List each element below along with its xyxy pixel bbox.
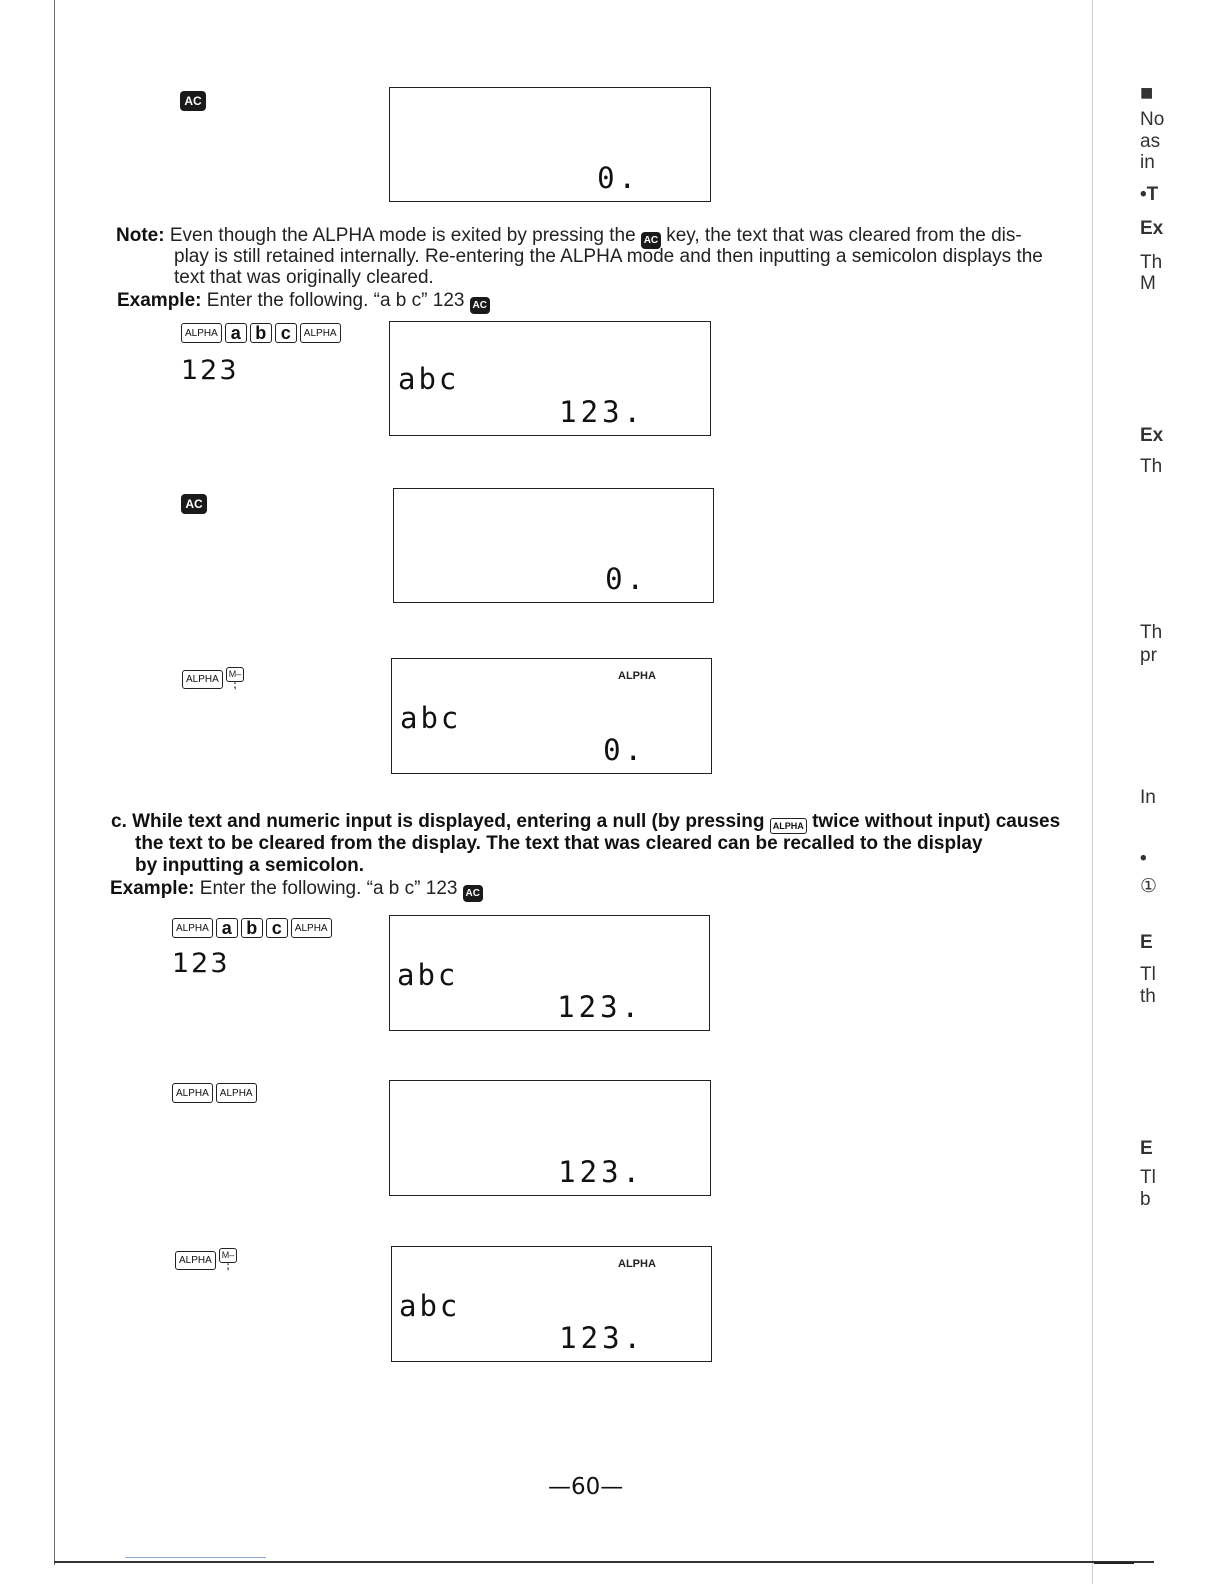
note-label: Note:	[116, 225, 165, 246]
calculator-display-7	[391, 1246, 712, 1362]
ac-key: AC	[181, 494, 207, 514]
margin-fragment: as	[1140, 131, 1161, 152]
key-sequence-alpha-abc	[172, 918, 332, 938]
scan-line	[125, 1557, 266, 1558]
display-number: 123.	[557, 990, 643, 1024]
calculator-display-5	[389, 915, 710, 1031]
margin-fragment: pr	[1140, 645, 1157, 666]
key-sequence-alpha-semicolon	[182, 667, 244, 691]
margin-fragment: b	[1140, 1189, 1151, 1210]
calculator-display-2	[389, 321, 711, 436]
margin-fragment: Ex	[1140, 425, 1164, 446]
margin-fragment: Ex	[1140, 218, 1164, 239]
margin-fragment: Tl	[1140, 964, 1156, 985]
note-line1: Even though the ALPHA mode is exited by pressing the	[169, 225, 636, 246]
example1-line	[117, 290, 817, 314]
key-sequence-alpha-abc	[181, 323, 341, 343]
margin-fragment: ■	[1140, 80, 1154, 105]
semicolon-label: ;	[226, 1261, 230, 1272]
section-c-line1b: twice without input) causes	[812, 811, 1061, 832]
page-left-edge	[54, 0, 55, 1565]
margin-fragment: E	[1140, 932, 1153, 953]
display-number: 123.	[559, 1321, 645, 1355]
alpha-key: ALPHA	[300, 323, 341, 343]
calculator-display-4	[391, 658, 712, 774]
alpha-key: ALPHA	[291, 918, 332, 938]
b-key: b	[250, 323, 272, 343]
margin-fragment: •T	[1140, 184, 1159, 205]
m-minus-cap: M–	[226, 667, 245, 682]
m-minus-cap: M–	[219, 1248, 238, 1263]
margin-fragment: th	[1140, 986, 1156, 1007]
ac-key-inline: AC	[463, 885, 483, 902]
note-line3: text that was originally cleared.	[174, 267, 434, 288]
display-text: abc	[399, 1289, 461, 1323]
alpha-key: ALPHA	[181, 323, 222, 343]
page-right-edge	[1092, 0, 1093, 1584]
alpha-indicator: ALPHA	[618, 1258, 656, 1270]
alpha-key: ALPHA	[172, 1083, 213, 1103]
alpha-key: ALPHA	[182, 670, 223, 689]
a-key: a	[225, 323, 247, 343]
m-minus-key	[219, 1248, 238, 1272]
margin-fragment: Tl	[1140, 1167, 1156, 1188]
c-key: c	[275, 323, 297, 343]
section-c-line2: the text to be cleared from the display. The text that was cleared can be recalled to the display	[135, 833, 983, 854]
display-text: abc	[400, 701, 462, 735]
display-number: 0.	[605, 562, 648, 596]
display-number: 0.	[597, 161, 640, 195]
key-sequence-alpha-semicolon	[175, 1248, 237, 1272]
margin-fragment: E	[1140, 1138, 1153, 1159]
display-text: abc	[398, 362, 460, 396]
calculator-display-3	[393, 488, 714, 603]
display-text: abc	[397, 958, 459, 992]
calculator-display-6	[389, 1080, 711, 1196]
margin-fragment: •	[1140, 848, 1147, 869]
ac-key: AC	[180, 91, 206, 111]
a-key: a	[216, 918, 238, 938]
section-c-line1a: c. While text and numeric input is displayed, entering a null (by pressing	[111, 811, 765, 832]
ac-key-inline: AC	[470, 297, 490, 314]
alpha-key: ALPHA	[172, 918, 213, 938]
note-line1b: key, the text that was cleared from the dis-	[666, 225, 1022, 246]
note-line2: play is still retained internally. Re-entering the ALPHA mode and then inputting a semicolon displays the	[174, 246, 1043, 267]
margin-fragment: ①	[1140, 876, 1158, 897]
page-bottom-edge	[54, 1561, 1154, 1563]
display-number: 123.	[558, 1155, 644, 1189]
binding-mark	[1094, 1540, 1134, 1564]
margin-fragment: M	[1140, 273, 1156, 294]
example2-label: Example:	[110, 878, 195, 899]
c-key: c	[266, 918, 288, 938]
m-minus-key	[226, 667, 245, 691]
margin-fragment: Th	[1140, 622, 1163, 643]
ac-key-inline: AC	[641, 232, 661, 249]
margin-fragment: Th	[1140, 252, 1163, 273]
section-c-line1	[111, 811, 1071, 834]
margin-fragment: in	[1140, 152, 1155, 173]
example2-line	[110, 878, 810, 902]
alpha-indicator: ALPHA	[618, 670, 656, 682]
margin-fragment: Th	[1140, 456, 1163, 477]
example1-label: Example:	[117, 290, 202, 311]
section-c-line3: by inputting a semicolon.	[135, 855, 365, 876]
semicolon-label: ;	[233, 680, 237, 691]
example1-text: Enter the following. “a b c” 123	[206, 290, 465, 311]
display-number: 0.	[603, 733, 646, 767]
margin-fragment: No	[1140, 109, 1165, 130]
calculator-display-1	[389, 87, 711, 202]
key-sequence-alpha-alpha	[172, 1083, 257, 1103]
alpha-key: ALPHA	[216, 1083, 257, 1103]
b-key: b	[241, 918, 263, 938]
alpha-key: ALPHA	[175, 1251, 216, 1270]
input-123: 123	[172, 948, 230, 979]
alpha-key-inline: ALPHA	[770, 818, 807, 834]
display-number: 123.	[559, 395, 645, 429]
example2-text: Enter the following. “a b c” 123	[199, 878, 458, 899]
margin-fragment: In	[1140, 787, 1156, 808]
page-number: —60—	[548, 1474, 624, 1500]
input-123: 123	[181, 355, 239, 386]
